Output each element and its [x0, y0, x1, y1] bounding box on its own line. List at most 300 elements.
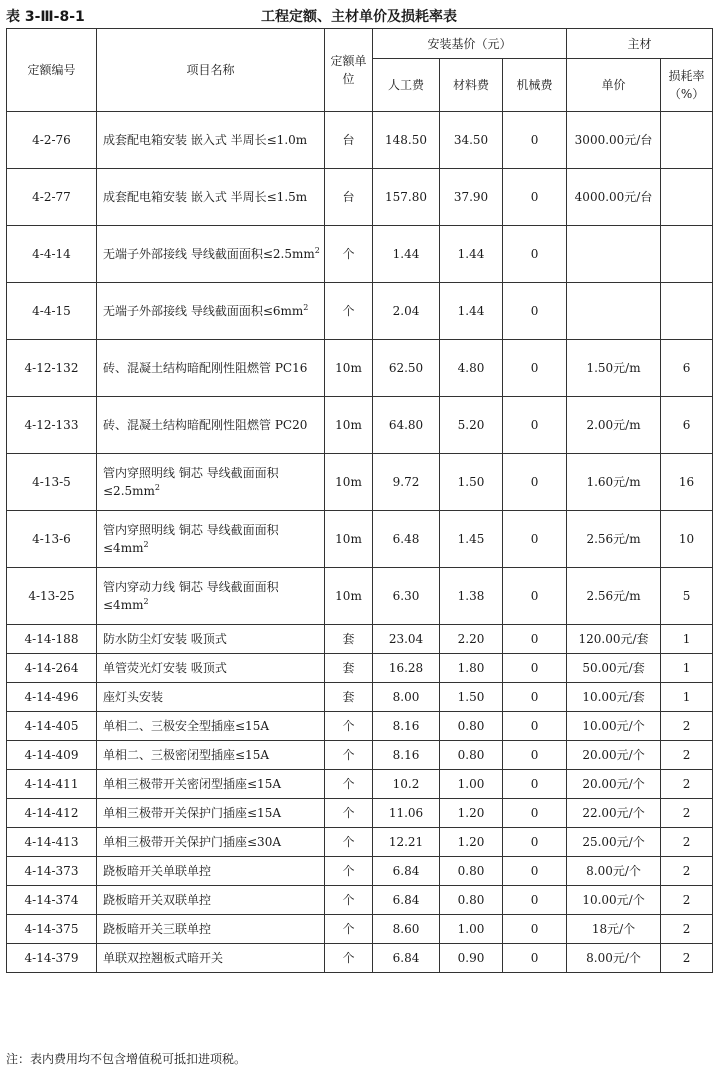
cell-loss-rate [661, 857, 713, 886]
cell-code-text: 4-14-412 [24, 806, 79, 820]
cell-name-text: 跷板暗开关三联单控 [103, 922, 212, 936]
cell-unit-price [567, 712, 661, 741]
cell-material [440, 511, 503, 568]
cell-machine-text: 0 [530, 893, 539, 907]
cell-loss-rate [661, 915, 713, 944]
cell-unit-text: 套 [342, 690, 355, 704]
table-caption [6, 4, 712, 26]
cell-unit [325, 944, 373, 973]
cell-unit-price-text: 22.00元/个 [582, 806, 645, 820]
cell-loss-rate [661, 568, 713, 625]
cell-material-text: 0.80 [457, 864, 485, 878]
cell-unit-text: 个 [342, 864, 355, 878]
cell-material [440, 169, 503, 226]
cell-unit-text: 个 [342, 247, 355, 261]
cell-labor [373, 770, 440, 799]
cell-labor-text: 6.30 [392, 589, 420, 603]
cell-material-text: 1.20 [457, 835, 485, 849]
cell-material [440, 857, 503, 886]
cell-loss-rate-text: 2 [682, 835, 691, 849]
cell-unit-text: 个 [342, 893, 355, 907]
cell-unit [325, 568, 373, 625]
cell-unit [325, 683, 373, 712]
cell-unit [325, 511, 373, 568]
cell-material [440, 283, 503, 340]
cell-labor-text: 6.84 [392, 951, 420, 965]
cell-unit-price-text: 4000.00元/台 [574, 190, 653, 204]
cell-name-text: 砖、混凝土结构暗配刚性阻燃管 PC16 [103, 361, 308, 375]
cell-labor-text: 11.06 [388, 806, 424, 820]
cell-unit-text: 10m [335, 475, 362, 489]
cell-machine-text: 0 [530, 304, 539, 318]
cell-code-text: 4-14-264 [24, 661, 79, 675]
cell-code [7, 944, 97, 973]
cell-machine-text: 0 [530, 190, 539, 204]
cell-code-text: 4-14-405 [24, 719, 79, 733]
cell-unit-price [567, 915, 661, 944]
cell-material [440, 340, 503, 397]
cell-unit-price-text: 18元/个 [591, 922, 636, 936]
cell-name-text: 跷板暗开关单联单控 [103, 864, 212, 878]
cell-labor-text: 12.21 [388, 835, 424, 849]
cell-loss-rate [661, 683, 713, 712]
cell-name-text: 无端子外部接线 导线截面面积≤2.5mm [103, 247, 315, 261]
cell-labor-text: 16.28 [388, 661, 424, 675]
cell-labor-text: 6.48 [392, 532, 420, 546]
cell-code [7, 857, 97, 886]
cell-machine [503, 828, 567, 857]
cell-unit-price [567, 340, 661, 397]
cell-code [7, 712, 97, 741]
cell-loss-rate [661, 741, 713, 770]
cell-code-text: 4-12-133 [24, 418, 79, 432]
cell-name-text: 单相三极带开关保护门插座≤15A [103, 806, 281, 820]
cell-name [97, 857, 325, 886]
cell-labor-text: 148.50 [385, 133, 427, 147]
cell-labor [373, 712, 440, 741]
cell-machine-text: 0 [530, 719, 539, 733]
cell-unit [325, 828, 373, 857]
cell-machine-text: 0 [530, 133, 539, 147]
cell-labor [373, 799, 440, 828]
cell-material-text: 0.80 [457, 893, 485, 907]
cell-loss-rate-text: 16 [678, 475, 695, 489]
table-title: 工程定额、主材单价及损耗率表 [261, 9, 457, 25]
table-row [7, 828, 713, 857]
cell-machine [503, 799, 567, 828]
cell-loss-rate [661, 340, 713, 397]
cell-name [97, 112, 325, 169]
cell-unit-price [567, 454, 661, 511]
table-row [7, 568, 713, 625]
cell-unit [325, 454, 373, 511]
cell-unit [325, 770, 373, 799]
cell-name-text: 防水防尘灯安装 吸顶式 [103, 632, 227, 646]
cell-unit-price-text: 20.00元/个 [582, 777, 645, 791]
cell-unit-price [567, 741, 661, 770]
cell-loss-rate-text: 2 [682, 864, 691, 878]
cell-unit [325, 226, 373, 283]
cell-material-text: 1.50 [457, 690, 485, 704]
cell-name [97, 915, 325, 944]
cell-material [440, 944, 503, 973]
cell-material-text: 34.50 [453, 133, 489, 147]
cell-unit-price-text: 10.00元/个 [582, 893, 645, 907]
cell-machine [503, 944, 567, 973]
cell-machine-text: 0 [530, 922, 539, 936]
cell-code-text: 4-14-374 [24, 893, 79, 907]
cell-unit-text: 个 [342, 922, 355, 936]
cell-unit-text: 个 [342, 951, 355, 965]
header-base-price-group: 安装基价（元） [373, 29, 567, 59]
cell-unit-price-text: 1.60元/m [586, 475, 641, 489]
cell-name-text: 单相二、三极密闭型插座≤15A [103, 748, 269, 762]
cell-name [97, 169, 325, 226]
cell-name-text: 单相二、三极安全型插座≤15A [103, 719, 269, 733]
table-row [7, 454, 713, 511]
cell-material-text: 1.38 [457, 589, 485, 603]
cell-unit [325, 654, 373, 683]
cell-loss-rate-text: 2 [682, 951, 691, 965]
cell-code-text: 4-12-132 [24, 361, 79, 375]
table-row [7, 799, 713, 828]
cell-unit-text: 个 [342, 719, 355, 733]
cell-material-text: 1.00 [457, 777, 485, 791]
header-machine: 机械费 [503, 59, 567, 112]
cell-labor-text: 23.04 [388, 632, 424, 646]
cell-unit-text: 10m [335, 361, 362, 375]
table-row [7, 511, 713, 568]
cell-unit-price-text: 20.00元/个 [582, 748, 645, 762]
cell-unit [325, 915, 373, 944]
table-note: 注：表内费用均不包含增值税可抵扣进项税。 [6, 1052, 247, 1066]
cell-machine-text: 0 [530, 661, 539, 675]
cell-name-text: 成套配电箱安装 嵌入式 半周长≤1.5m [103, 190, 308, 204]
cell-code [7, 625, 97, 654]
cell-unit-price-text: 50.00元/套 [582, 661, 645, 675]
cell-labor-text: 64.80 [388, 418, 424, 432]
table-row [7, 857, 713, 886]
cell-loss-rate [661, 799, 713, 828]
cell-labor [373, 915, 440, 944]
cell-unit [325, 625, 373, 654]
cell-machine [503, 625, 567, 654]
cell-unit-price-text: 3000.00元/台 [574, 133, 653, 147]
cell-unit-price-text: 2.00元/m [586, 418, 641, 432]
header-main-material-group: 主材 [567, 29, 713, 59]
cell-unit-text: 个 [342, 777, 355, 791]
cell-material-text: 0.80 [457, 719, 485, 733]
cell-labor [373, 397, 440, 454]
cell-unit-price [567, 397, 661, 454]
superscript-exponent: 2 [314, 246, 320, 255]
cell-code-text: 4-14-188 [24, 632, 79, 646]
cell-labor-text: 157.80 [385, 190, 427, 204]
cell-code [7, 283, 97, 340]
cell-name-text: 单管荧光灯安装 吸顶式 [103, 661, 227, 675]
cell-name-text: 管内穿动力线 铜芯 导线截面面积≤4mm [103, 580, 279, 612]
header-material: 材料费 [440, 59, 503, 112]
cell-loss-rate-text: 6 [682, 361, 691, 375]
cell-code [7, 454, 97, 511]
cell-loss-rate [661, 625, 713, 654]
cell-unit-price [567, 683, 661, 712]
cell-code [7, 770, 97, 799]
superscript-exponent: 2 [154, 483, 160, 492]
cell-unit [325, 712, 373, 741]
cell-machine [503, 857, 567, 886]
cell-labor [373, 112, 440, 169]
cell-material-text: 5.20 [457, 418, 485, 432]
cell-unit-price [567, 654, 661, 683]
cell-machine [503, 112, 567, 169]
table-row [7, 112, 713, 169]
cell-material-text: 1.44 [457, 247, 485, 261]
cell-code-text: 4-14-379 [24, 951, 79, 965]
cell-machine [503, 397, 567, 454]
cell-unit-text: 个 [342, 806, 355, 820]
cell-unit-text: 个 [342, 835, 355, 849]
cell-unit-price [567, 857, 661, 886]
superscript-exponent: 2 [143, 540, 149, 549]
cell-code [7, 654, 97, 683]
cell-unit-text: 套 [342, 661, 355, 675]
cell-material-text: 1.00 [457, 922, 485, 936]
cell-unit-text: 10m [335, 418, 362, 432]
cell-machine [503, 770, 567, 799]
header-unit-price: 单价 [567, 59, 661, 112]
cell-unit-price [567, 625, 661, 654]
cell-labor [373, 886, 440, 915]
cell-name [97, 340, 325, 397]
cell-labor [373, 857, 440, 886]
cell-labor [373, 741, 440, 770]
cell-material [440, 712, 503, 741]
cell-machine [503, 712, 567, 741]
cell-material [440, 770, 503, 799]
cell-material [440, 828, 503, 857]
cell-loss-rate [661, 511, 713, 568]
cell-material-text: 37.90 [453, 190, 489, 204]
cell-labor-text: 2.04 [392, 304, 420, 318]
cell-code [7, 169, 97, 226]
cell-loss-rate [661, 454, 713, 511]
quota-table [6, 28, 713, 973]
table-row [7, 712, 713, 741]
cell-labor [373, 828, 440, 857]
cell-name [97, 944, 325, 973]
cell-code-text: 4-2-77 [32, 190, 71, 204]
cell-loss-rate [661, 226, 713, 283]
cell-code-text: 4-14-373 [24, 864, 79, 878]
cell-name-text: 单联双控翘板式暗开关 [103, 951, 224, 965]
cell-unit-text: 台 [342, 133, 355, 147]
table-row [7, 169, 713, 226]
cell-loss-rate [661, 169, 713, 226]
cell-code [7, 915, 97, 944]
cell-name-text: 无端子外部接线 导线截面面积≤6mm [103, 304, 304, 318]
cell-code [7, 886, 97, 915]
cell-unit-price-text: 2.56元/m [586, 532, 641, 546]
cell-material [440, 625, 503, 654]
cell-labor-text: 6.84 [392, 893, 420, 907]
cell-name [97, 799, 325, 828]
cell-unit-price [567, 511, 661, 568]
cell-name-text: 座灯头安装 [103, 690, 164, 704]
cell-code-text: 4-14-411 [24, 777, 79, 791]
cell-unit-price-text: 8.00元/个 [586, 951, 641, 965]
cell-material-text: 0.80 [457, 748, 485, 762]
cell-machine [503, 283, 567, 340]
cell-code [7, 340, 97, 397]
cell-loss-rate-text: 6 [682, 418, 691, 432]
cell-material [440, 568, 503, 625]
cell-unit [325, 340, 373, 397]
cell-unit-price [567, 169, 661, 226]
cell-machine [503, 654, 567, 683]
cell-machine-text: 0 [530, 777, 539, 791]
cell-name [97, 712, 325, 741]
table-row [7, 397, 713, 454]
cell-code-text: 4-13-6 [32, 532, 71, 546]
cell-material-text: 1.44 [457, 304, 485, 318]
cell-labor [373, 683, 440, 712]
cell-code-text: 4-14-413 [24, 835, 79, 849]
header-labor: 人工费 [373, 59, 440, 112]
cell-material [440, 112, 503, 169]
cell-name [97, 886, 325, 915]
cell-labor [373, 340, 440, 397]
cell-unit-price-text: 120.00元/套 [578, 632, 649, 646]
table-row [7, 944, 713, 973]
cell-loss-rate-text: 2 [682, 893, 691, 907]
cell-labor-text: 9.72 [392, 475, 420, 489]
cell-labor-text: 1.44 [392, 247, 420, 261]
cell-machine-text: 0 [530, 806, 539, 820]
cell-machine [503, 683, 567, 712]
cell-loss-rate [661, 886, 713, 915]
cell-material [440, 741, 503, 770]
cell-loss-rate [661, 944, 713, 973]
table-row [7, 886, 713, 915]
cell-labor-text: 62.50 [388, 361, 424, 375]
cell-name [97, 226, 325, 283]
cell-material-text: 0.90 [457, 951, 485, 965]
cell-unit-price [567, 226, 661, 283]
cell-unit [325, 112, 373, 169]
cell-name [97, 828, 325, 857]
cell-unit [325, 283, 373, 340]
cell-code [7, 828, 97, 857]
superscript-exponent: 2 [143, 597, 149, 606]
cell-machine-text: 0 [530, 632, 539, 646]
cell-code-text: 4-4-14 [32, 247, 71, 261]
cell-labor [373, 568, 440, 625]
cell-machine [503, 454, 567, 511]
cell-machine [503, 886, 567, 915]
cell-code-text: 4-14-375 [24, 922, 79, 936]
cell-unit-price [567, 283, 661, 340]
cell-material-text: 1.50 [457, 475, 485, 489]
cell-unit [325, 886, 373, 915]
cell-material-text: 1.45 [457, 532, 485, 546]
cell-loss-rate-text: 1 [682, 661, 691, 675]
cell-material [440, 397, 503, 454]
cell-loss-rate-text: 2 [682, 719, 691, 733]
cell-labor [373, 454, 440, 511]
cell-code [7, 568, 97, 625]
cell-loss-rate-text: 1 [682, 632, 691, 646]
cell-unit-text: 个 [342, 304, 355, 318]
cell-unit-text: 套 [342, 632, 355, 646]
cell-code [7, 397, 97, 454]
header-loss-rate: 损耗率（%） [661, 59, 713, 112]
cell-name-text: 管内穿照明线 铜芯 导线截面面积≤4mm [103, 523, 279, 555]
table-row [7, 683, 713, 712]
cell-labor [373, 654, 440, 683]
cell-unit [325, 397, 373, 454]
cell-labor-text: 10.2 [392, 777, 420, 791]
cell-name [97, 397, 325, 454]
cell-machine-text: 0 [530, 835, 539, 849]
cell-machine [503, 169, 567, 226]
cell-name [97, 625, 325, 654]
table-number: 表 3-Ⅲ-8-1 [6, 9, 85, 25]
cell-unit-price-text: 1.50元/m [586, 361, 641, 375]
cell-code-text: 4-13-5 [32, 475, 71, 489]
cell-code-text: 4-14-409 [24, 748, 79, 762]
cell-loss-rate-text: 2 [682, 922, 691, 936]
cell-unit-text: 10m [335, 532, 362, 546]
cell-loss-rate [661, 397, 713, 454]
cell-machine [503, 741, 567, 770]
cell-code [7, 741, 97, 770]
cell-loss-rate-text: 5 [682, 589, 691, 603]
cell-labor-text: 8.16 [392, 748, 420, 762]
cell-unit-price-text: 2.56元/m [586, 589, 641, 603]
cell-loss-rate [661, 770, 713, 799]
cell-machine [503, 568, 567, 625]
cell-unit-price-text: 25.00元/个 [582, 835, 645, 849]
cell-unit-price [567, 944, 661, 973]
cell-unit-price-text: 10.00元/个 [582, 719, 645, 733]
cell-loss-rate [661, 283, 713, 340]
cell-machine [503, 340, 567, 397]
cell-name-text: 单相三极带开关密闭型插座≤15A [103, 777, 281, 791]
cell-code [7, 683, 97, 712]
table-row [7, 340, 713, 397]
cell-code-text: 4-13-25 [28, 589, 75, 603]
cell-labor [373, 283, 440, 340]
cell-code [7, 511, 97, 568]
cell-material-text: 1.20 [457, 806, 485, 820]
cell-labor-text: 8.16 [392, 719, 420, 733]
cell-unit [325, 741, 373, 770]
header-name: 项目名称 [97, 29, 325, 112]
cell-machine [503, 915, 567, 944]
cell-name-text: 单相三极带开关保护门插座≤30A [103, 835, 281, 849]
cell-machine-text: 0 [530, 951, 539, 965]
cell-unit-price [567, 568, 661, 625]
cell-unit-text: 台 [342, 190, 355, 204]
cell-material-text: 1.80 [457, 661, 485, 675]
cell-loss-rate-text: 1 [682, 690, 691, 704]
table-body [7, 112, 713, 973]
cell-material [440, 654, 503, 683]
cell-name-text: 砖、混凝土结构暗配刚性阻燃管 PC20 [103, 418, 308, 432]
cell-code [7, 112, 97, 169]
cell-loss-rate [661, 712, 713, 741]
